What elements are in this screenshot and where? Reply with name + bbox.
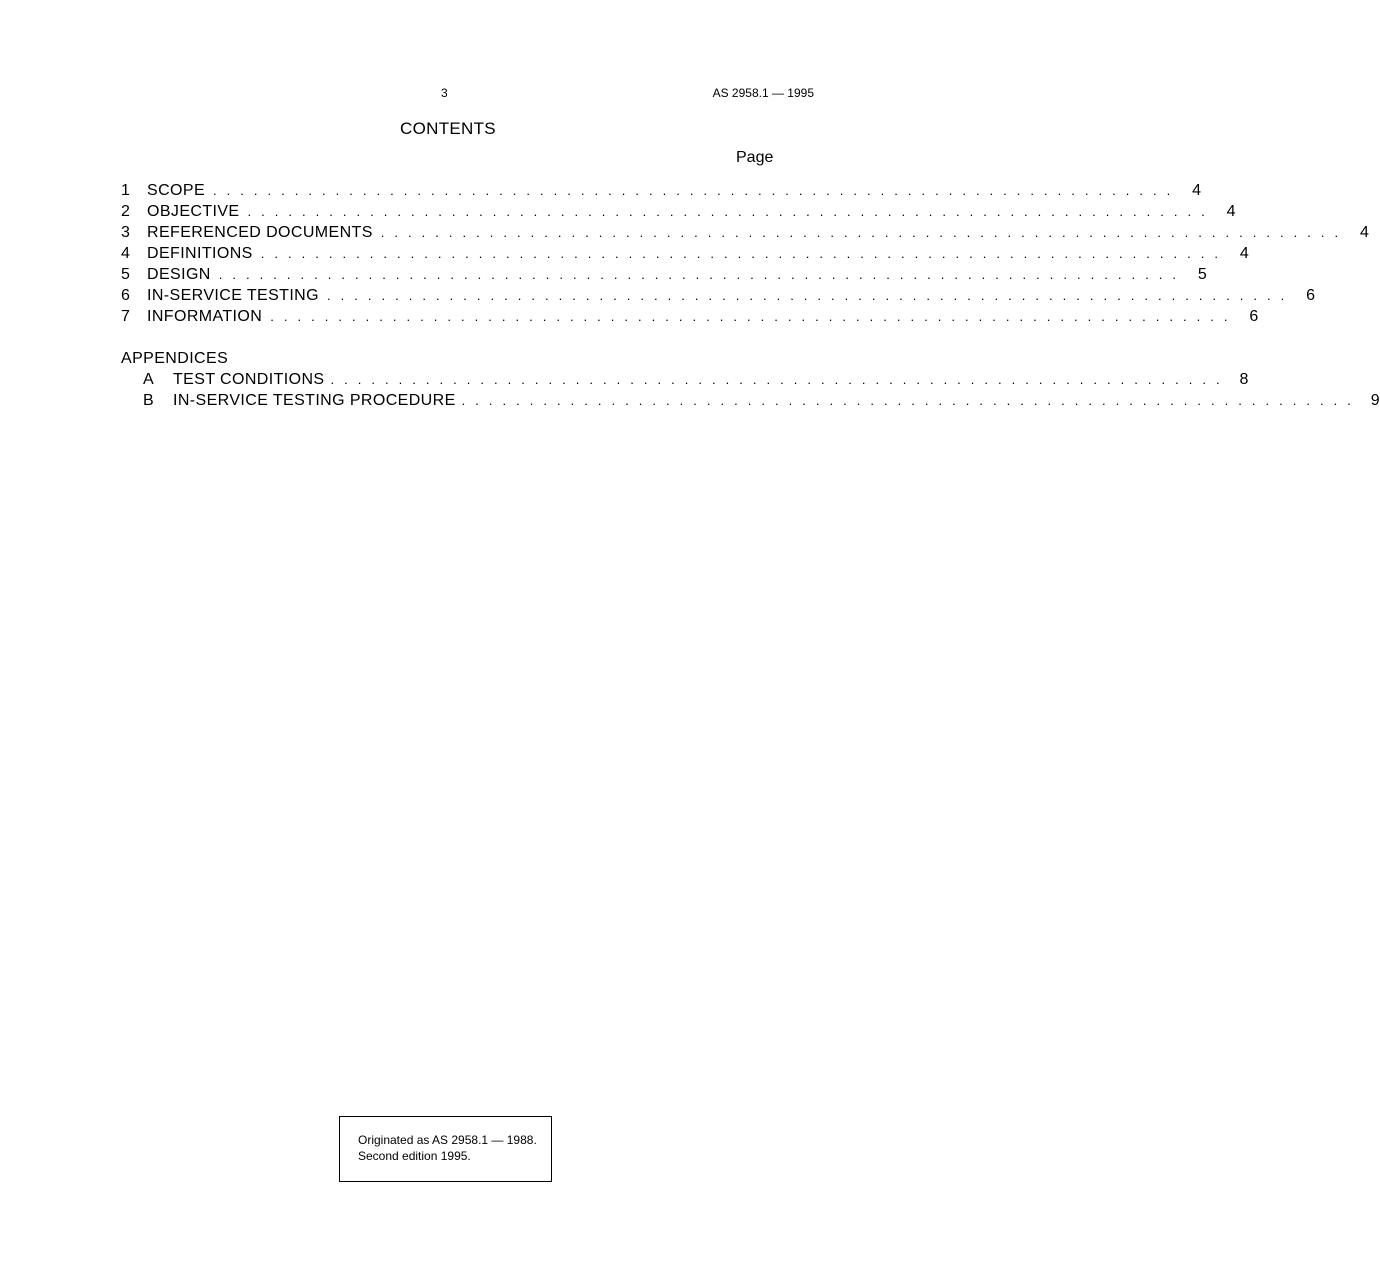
toc-entry-page: 4 — [1192, 182, 1202, 199]
appendix-letter: B — [143, 392, 155, 409]
contents-title: CONTENTS — [400, 119, 496, 138]
edition-note-line: Second edition 1995. — [358, 1149, 471, 1163]
toc-entry-referenced-documents[interactable] — [121, 224, 1370, 245]
toc-entry-number: 1 — [121, 182, 131, 199]
toc-entry-in-service-testing[interactable] — [121, 287, 1316, 308]
toc-entry-title: REFERENCED DOCUMENTS — [147, 224, 373, 241]
toc-entry-title: DESIGN — [147, 266, 211, 283]
toc-entry-number: 7 — [121, 308, 131, 325]
appendices-section — [121, 350, 1380, 413]
toc-entry-number: 4 — [121, 245, 131, 262]
document-id: AS 2958.1 — 1995 — [712, 86, 814, 100]
page-column-label: Page — [736, 149, 774, 166]
toc-entry-information[interactable] — [121, 308, 1259, 329]
toc-entry-design[interactable] — [121, 266, 1208, 287]
origin-note-line: Originated as AS 2958.1 — 1988. — [358, 1133, 537, 1147]
appendices-heading: APPENDICES — [121, 350, 229, 367]
toc-entry-definitions[interactable] — [121, 245, 1250, 266]
table-of-contents — [121, 182, 1370, 329]
dot-leader: . . . . . . . . . . . . . . . . . . . . . . . . . . . . . . . . . . . . . . . . . . . . . . . . . . . . . . . . . . . . . . . . . . . . . . . — [260, 246, 1222, 261]
toc-entry-objective[interactable] — [121, 203, 1236, 224]
origin-note-box — [339, 1116, 552, 1182]
appendix-title: IN-SERVICE TESTING PROCEDURE — [173, 392, 456, 409]
toc-entry-page: 4 — [1226, 203, 1236, 220]
appendix-page: 9 — [1370, 392, 1380, 409]
dot-leader: . . . . . . . . . . . . . . . . . . . . . . . . . . . . . . . . . . . . . . . . . . . . . . . . . . . . . . . . . . . . . . . . . . . . . . . — [218, 267, 1180, 282]
appendix-entry-b[interactable] — [143, 392, 1380, 413]
dot-leader: . . . . . . . . . . . . . . . . . . . . . . . . . . . . . . . . . . . . . . . . . . . . . . . . . . . . . . . . . . . . . . . . . . . . . . . — [326, 288, 1288, 303]
appendix-entry-a[interactable] — [143, 371, 1249, 392]
dot-leader: . . . . . . . . . . . . . . . . . . . . . . . . . . . . . . . . . . . . . . . . . . . . . . . . . . . . . . . . . . . . . . . . . . . . . . . — [380, 225, 1342, 240]
page-number: 3 — [441, 86, 448, 100]
toc-entry-page: 4 — [1359, 224, 1370, 241]
toc-entry-page: 5 — [1197, 266, 1208, 283]
appendix-letter: A — [143, 371, 155, 388]
toc-entry-title: SCOPE — [147, 182, 206, 199]
dot-leader: . . . . . . . . . . . . . . . . . . . . . . . . . . . . . . . . . . . . . . . . . . . . . . . . . . . . . . . . . . . . . . . . . . . . . . . — [213, 183, 1174, 198]
toc-entry-number: 2 — [121, 203, 131, 220]
dot-leader: . . . . . . . . . . . . . . . . . . . . . . . . . . . . . . . . . . . . . . . . . . . . . . . . . . . . . . . . . . . . . . . . . . — [330, 372, 1223, 387]
toc-entry-title: INFORMATION — [147, 308, 263, 325]
toc-entry-page: 6 — [1306, 287, 1316, 304]
dot-leader: . . . . . . . . . . . . . . . . . . . . . . . . . . . . . . . . . . . . . . . . . . . . . . . . . . . . . . . . . . . . . . . . . . — [461, 393, 1355, 408]
toc-entry-page: 6 — [1249, 308, 1259, 325]
toc-entry-title: DEFINITIONS — [147, 245, 253, 262]
toc-entry-number: 3 — [121, 224, 131, 241]
appendix-page: 8 — [1239, 371, 1249, 388]
dot-leader: . . . . . . . . . . . . . . . . . . . . . . . . . . . . . . . . . . . . . . . . . . . . . . . . . . . . . . . . . . . . . . . . . . . . . . . — [247, 204, 1208, 219]
toc-entry-page: 4 — [1239, 245, 1250, 262]
toc-entry-title: IN-SERVICE TESTING — [147, 287, 319, 304]
appendix-title: TEST CONDITIONS — [173, 371, 325, 388]
toc-entry-number: 6 — [121, 287, 131, 304]
toc-entry-title: OBJECTIVE — [147, 203, 240, 220]
dot-leader: . . . . . . . . . . . . . . . . . . . . . . . . . . . . . . . . . . . . . . . . . . . . . . . . . . . . . . . . . . . . . . . . . . . . . . . — [270, 309, 1231, 324]
toc-entry-number: 5 — [121, 266, 131, 283]
toc-entry-scope[interactable] — [121, 182, 1202, 203]
